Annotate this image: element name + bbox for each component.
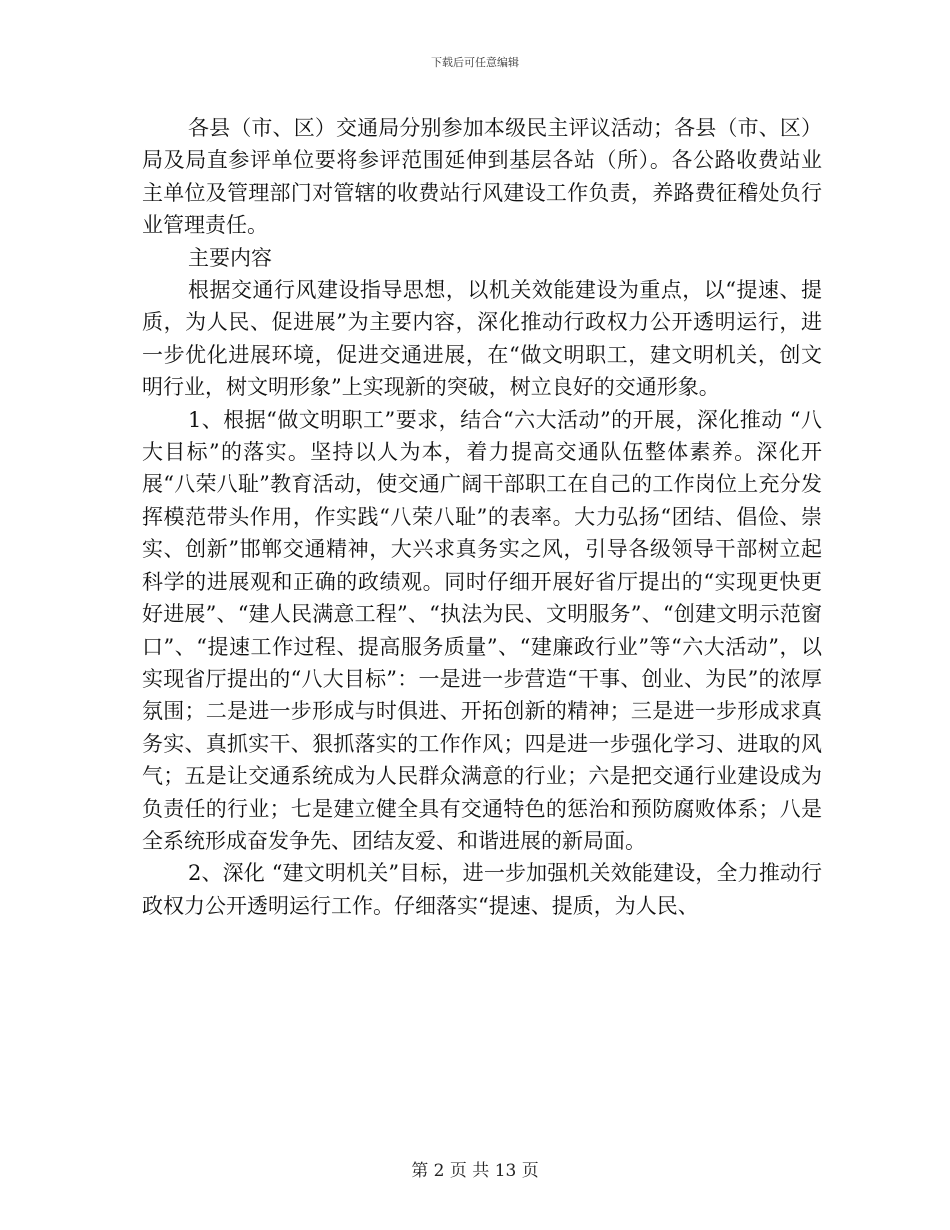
paragraph-participation: 各县（市、区）交通局分别参加本级民主评议活动；各县（市、区）局及局直参评单位要将参评范围延伸到基层各站（所）。各公路收费站业主单位及管理部门对管辖的收费站行风建设工作负责，养路费征稽处负行业管理责任。: [142, 116, 822, 238]
paragraph-item-1: 1、根据“做文明职工”要求，结合“六大活动”的开展，深化推动 “八大目标”的落实。坚持以人为本，着力提高交通队伍整体素养。深化开展“八荣八耻”教育活动，使交通广阔干部职工在自己的工作岗位上充分发挥模范带头作用，作实践“八荣八耻”的表率。大力弘扬“团结、倡俭、崇实、创新”邯郸交通精神，大兴求真务实之风，引导各级领导干部树立起科学的进展观和正确的政绩观。同时仔细开展好省厅提出的“实现更快更好进展”、“建人民满意工程”、“执法为民、文明服务”、“创建文明示范窗口”、“提速工作过程、提高服务质量”、“建廉政行业”等“六大活动”，以实现省厅提出的“八大目标”：一是进一步营造“干事、创业、为民”的浓厚氛围；二是进一步形成与时俱进、开拓创新的精神；三是进一步形成求真务实、真抓实干、狠抓落实的工作作风；四是进一步强化学习、进取的风气；五是让交通系统成为人民群众满意的行业；六是把交通行业建设成为负责任的行业；七是建立健全具有交通特色的惩治和预防腐败体系；八是全系统形成奋发争先、团结友爱、和谐进展的新局面。: [142, 407, 822, 853]
page-footer: 第 2 页 共 13 页: [411, 1161, 539, 1181]
paragraph-item-2: 2、深化 “建文明机关”目标，进一步加强机关效能建设，全力推动行政权力公开透明运行工作。仔细落实“提速、提质，为人民、: [142, 861, 822, 918]
page-header: 下载后可任意编辑: [431, 56, 519, 69]
paragraph-guiding-idea: 根据交通行风建设指导思想，以机关效能建设为重点，以“提速、提质，为人民、促进展”为主要内容，深化推动行政权力公开透明运行，进一步优化进展环境，促进交通进展，在“做文明职工，建文明机关，创文明行业，树文明形象”上实现新的突破，树立良好的交通形象。: [142, 278, 822, 400]
document-body: [142, 112, 822, 922]
section-heading-main-content: 主要内容: [188, 245, 272, 270]
